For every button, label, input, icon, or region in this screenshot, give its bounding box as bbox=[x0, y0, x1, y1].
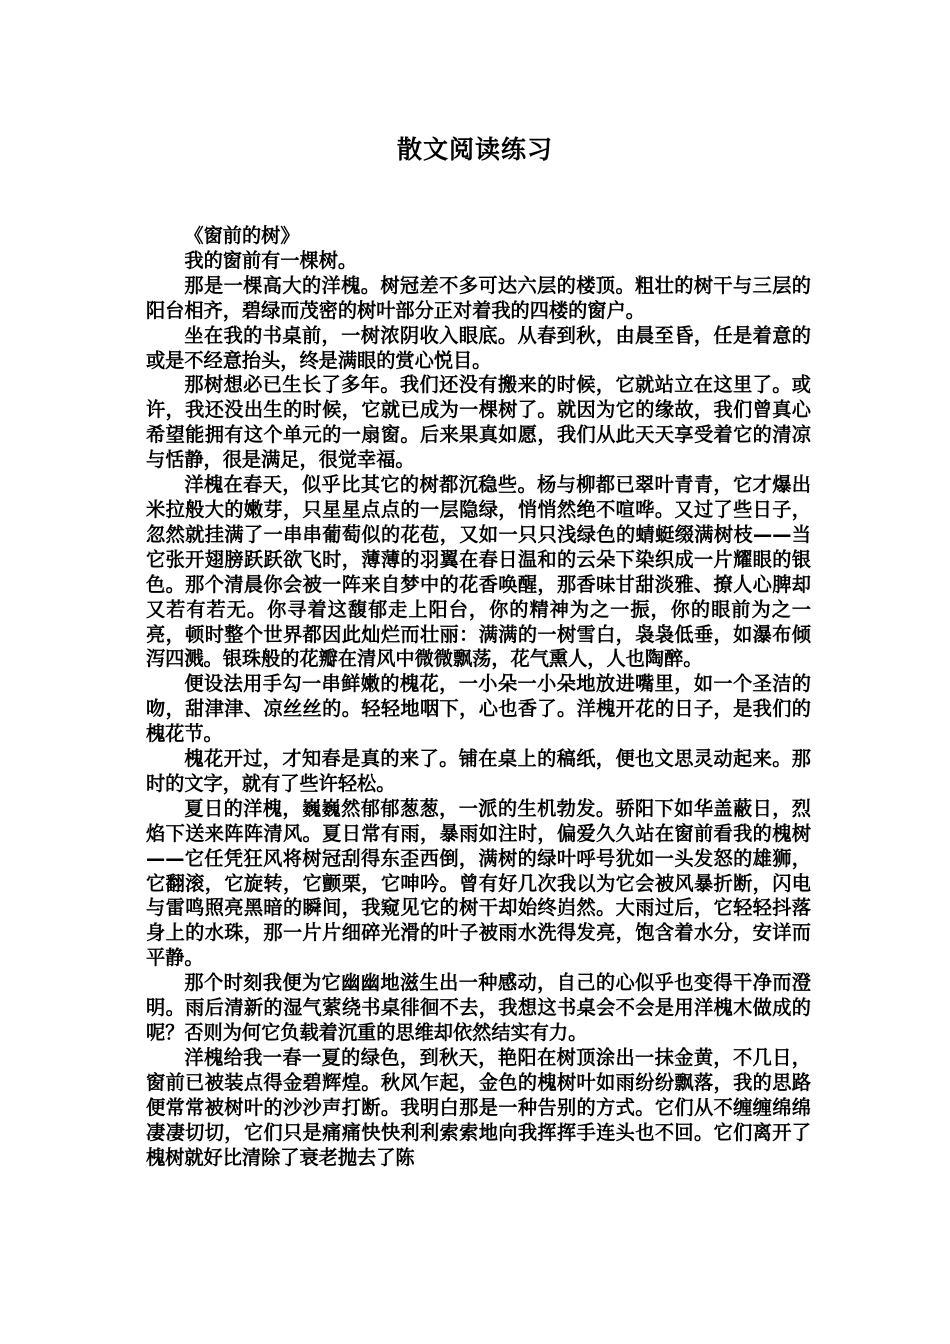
paragraph-9: 那个时刻我便为它幽幽地滋生出一种感动，自己的心似乎也变得干净而澄明。雨后清新的湿气萦绕书桌徘徊不去，我想这书桌会不会是用洋槐木做成的呢？否则为何它负载着沉重的思维却依然结实有力。 bbox=[146, 971, 811, 1044]
paragraph-2: 那是一棵高大的洋槐。树冠差不多可达六层的楼顶。粗壮的树干与三层的阳台相齐，碧绿而茂密的树叶部分正对着我的四楼的窗户。 bbox=[146, 273, 811, 322]
paragraph-8: 夏日的洋槐，巍巍然郁郁葱葱，一派的生机勃发。骄阳下如华盖蔽日，烈焰下送来阵阵清风。夏日常有雨，暴雨如注时，偏爱久久站在窗前看我的槐树——它任凭狂风将树冠刮得东歪西倒，满树的绿叶呼号犹如一头发怒的雄狮，它翻滚，它旋转，它颤栗，它呻吟。曾有好几次我以为它会被风暴折断，闪电与雷鸣照亮黑暗的瞬间，我窥见它的树干却始终岿然。大雨过后，它轻轻抖落身上的水珠，那一片片细碎光滑的叶子被雨水洗得发亮，饱含着水分，安详而平静。 bbox=[146, 796, 811, 970]
paragraph-1: 我的窗前有一棵树。 bbox=[184, 248, 358, 272]
paragraph-10: 洋槐给我一春一夏的绿色，到秋天，艳阳在树顶涂出一抹金黄，不几日，窗前已被装点得金碧辉煌。秋风乍起，金色的槐树叶如雨纷纷飘落，我的思路便常常被树叶的沙沙声打断。我明白那是一种告别的方式。它们从不缠缠绵绵凄凄切切，它们只是痛痛快快利利索索地向我挥挥手连头也不回。它们离开了槐树就好比清除了衰老抛去了陈 bbox=[146, 1045, 811, 1169]
page-title: 散文阅读练习 bbox=[396, 135, 553, 164]
essay-subtitle: 《窗前的树》 bbox=[184, 224, 300, 247]
paragraph-5: 洋槐在春天，似乎比其它的树都沉稳些。杨与柳都已翠叶青青，它才爆出米拉般大的嫩芽，只星星点点的一层隐绿，悄悄然绝不喧哗。又过了些日子，忽然就挂满了一串串葡萄似的花苞，又如一只只浅绿色的蜻蜓缀满树枝——当它张开翅膀跃跃欲飞时，薄薄的羽翼在春日温和的云朵下染织成一片耀眼的银色。那个清晨你会被一阵来自梦中的花香唤醒，那香味甘甜淡雅、撩人心脾却又若有若无。你寻着这馥郁走上阳台，你的精神为之一振，你的眼前为之一亮，顿时整个世界都因此灿烂而壮丽：满满的一树雪白，袅袅低垂，如瀑布倾泻四溅。银珠般的花瓣在清风中微微飘荡，花气熏人，人也陶醉。 bbox=[146, 473, 811, 671]
paragraph-6: 便设法用手勾一串鲜嫩的槐花，一小朵一小朵地放进嘴里，如一个圣洁的吻，甜津津、凉丝丝的。轻轻地咽下，心也香了。洋槐开花的日子，是我们的槐花节。 bbox=[146, 672, 811, 746]
paragraph-3: 坐在我的书桌前，一树浓阴收入眼底。从春到秋，由晨至昏，任是着意的或是不经意抬头，终是满眼的赏心悦目。 bbox=[146, 323, 811, 372]
essay-body bbox=[146, 224, 811, 1170]
paragraph-7: 槐花开过，才知春是真的来了。铺在桌上的稿纸，便也文思灵动起来。那时的文字，就有了些许轻松。 bbox=[146, 747, 811, 795]
paragraph-4: 那树想必已生长了多年。我们还没有搬来的时候，它就站立在这里了。或许，我还没出生的时候，它就已成为一棵树了。就因为它的缘故，我们曾真心希望能拥有这个单元的一扇窗。后来果真如愿，我们从此天天享受着它的清凉与恬静，很是满足，很觉幸福。 bbox=[146, 373, 811, 472]
